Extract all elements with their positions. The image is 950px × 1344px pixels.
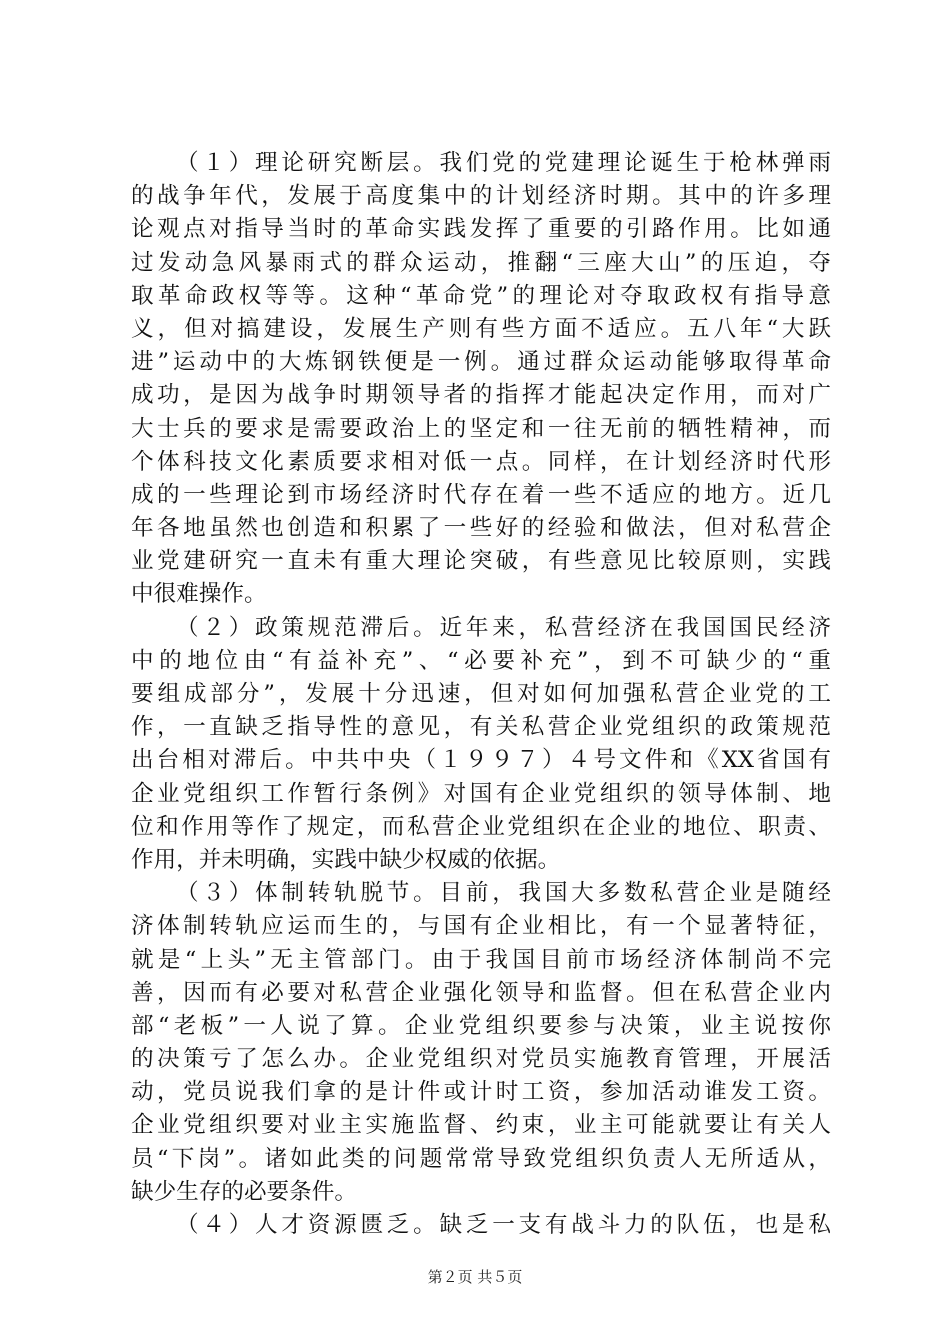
- text-line: 取革命政权等等。这种“革命党”的理论对夺取政权有指导意: [131, 282, 831, 309]
- text-line: 就是“上头”无主管部门。由于我国目前市场经济体制尚不完: [131, 946, 831, 973]
- text-line: 业党建研究一直未有重大理论突破，有些意见比较原则，实践: [131, 548, 831, 575]
- text-line: 员“下岗”。诸如此类的问题常常导致党组织负责人无所适从，: [131, 1145, 831, 1172]
- text-line: 中很难操作。: [131, 581, 267, 608]
- page-footer: 第２页 共５页: [427, 1268, 523, 1286]
- text-line: 企业党组织要对业主实施监督、约束，业主可能就要让有关人: [131, 1112, 831, 1139]
- text-line: 大士兵的要求是需要政治上的坚定和一往无前的牺牲精神，而: [131, 415, 831, 442]
- text-line: 过发动急风暴雨式的群众运动，推翻“三座大山”的压迫，夺: [131, 249, 831, 276]
- text-line: 善，因而有必要对私营企业强化领导和监督。但在私营企业内: [131, 979, 831, 1006]
- text-line: 要组成部分”，发展十分迅速，但对如何加强私营企业党的工: [131, 681, 831, 707]
- text-line: 动，党员说我们拿的是计件或计时工资，参加活动谁发工资。: [131, 1079, 831, 1106]
- text-line: 年各地虽然也创造和积累了一些好的经验和做法，但对私营企: [131, 515, 831, 542]
- text-line: 出台相对滞后。中共中央（１９９７）４号文件和《XX省国有: [131, 747, 831, 774]
- text-line: 的战争年代，发展于高度集中的计划经济时期。其中的许多理: [131, 183, 831, 210]
- text-line: （３）体制转轨脱节。目前，我国大多数私营企业是随经: [176, 880, 831, 907]
- text-line: 义，但对搞建设，发展生产则有些方面不适应。五八年“大跃: [131, 315, 831, 342]
- text-line: （２）政策规范滞后。近年来，私营经济在我国国民经济: [176, 614, 831, 641]
- text-line: 位和作用等作了规定，而私营企业党组织在企业的地位、职责、: [131, 813, 831, 840]
- text-line: 论观点对指导当时的革命实践发挥了重要的引路作用。比如通: [131, 216, 831, 243]
- document-body: [131, 147, 831, 1242]
- text-line: （４）人才资源匮乏。缺乏一支有战斗力的队伍，也是私: [176, 1212, 831, 1238]
- text-line: 成功，是因为战争时期领导者的指挥才能起决定作用，而对广: [131, 382, 831, 409]
- text-line: 的决策亏了怎么办。企业党组织对党员实施教育管理，开展活: [131, 1046, 831, 1073]
- text-line: 成的一些理论到市场经济时代存在着一些不适应的地方。近几: [131, 481, 831, 508]
- text-line: 作用，并未明确，实践中缺少权威的依据。: [131, 846, 561, 873]
- text-line: 企业党组织工作暂行条例》对国有企业党组织的领导体制、地: [131, 780, 831, 807]
- text-line: 缺少生存的必要条件。: [131, 1178, 357, 1205]
- text-line: （１）理论研究断层。我们党的党建理论诞生于枪林弹雨: [176, 150, 831, 176]
- text-line: 进”运动中的大炼钢铁便是一例。通过群众运动能够取得革命: [131, 349, 831, 376]
- text-line: 部“老板”一人说了算。企业党组织要参与决策，业主说按你: [131, 1012, 831, 1039]
- text-line: 作，一直缺乏指导性的意见，有关私营企业党组织的政策规范: [131, 714, 831, 741]
- text-line: 个体科技文化素质要求相对低一点。同样，在计划经济时代形: [131, 448, 831, 475]
- text-line: 中的地位由“有益补充”、“必要补充”，到不可缺少的“重: [131, 647, 831, 674]
- text-line: 济体制转轨应运而生的，与国有企业相比，有一个显著特征，: [131, 913, 831, 940]
